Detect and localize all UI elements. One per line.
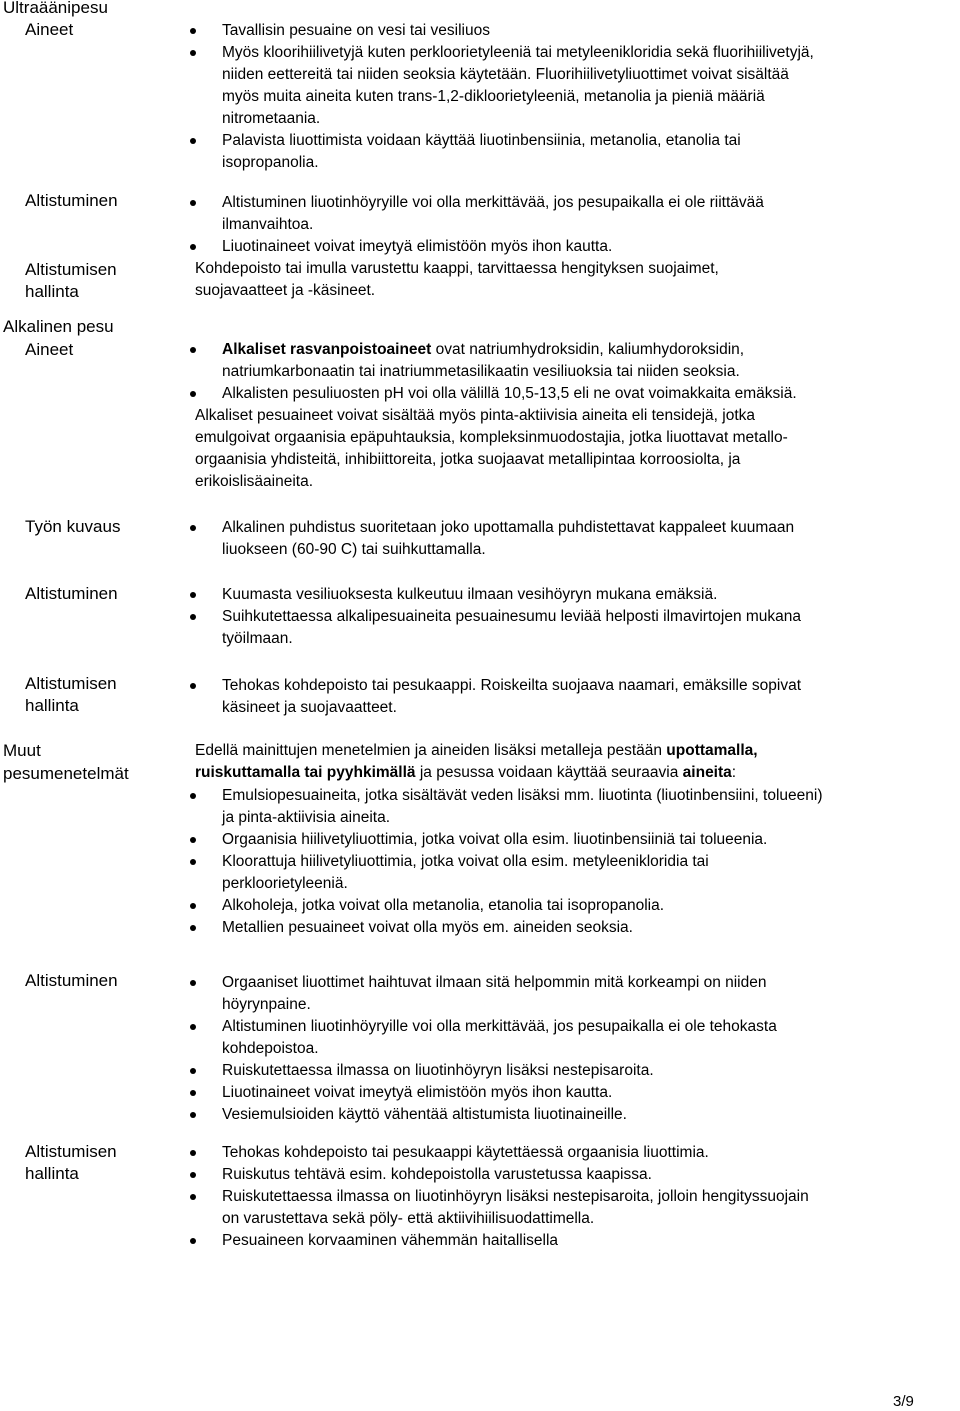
list-item: Emulsiopesuaineita, jotka sisältävät veden lisäksi mm. liuotinta (liuotinbensiini, tolueeni) ja pinta-aktiivisia aineita. (222, 785, 823, 829)
bullet-list (222, 785, 823, 939)
label-altistumisen: Altistumisen (25, 1142, 117, 1161)
list-item: Suihkutettaessa alkalipesuaineita pesuainesumu leviää helposti ilmavirtojen mukana työilmaan. (222, 606, 801, 650)
list-item: Alkoholeja, jotka voivat olla metanolia, etanolia tai isopropanolia. (222, 895, 823, 917)
list-item: Kloorattuja hiilivetyliuottimia, jotka voivat olla esim. metyleenikloridia tai perkloorietyleeniä. (222, 851, 823, 895)
list-item: Liuotinaineet voivat imeytyä elimistöön myös ihon kautta. (222, 1082, 777, 1104)
label-altistuminen: Altistuminen (25, 191, 118, 210)
label-altistuminen: Altistuminen (25, 584, 118, 603)
bullet-list (222, 1142, 809, 1252)
label-aineet: Aineet (25, 340, 74, 359)
list-item: Palavista liuottimista voidaan käyttää liuotinbensiinia, metanolia, etanolia tai isopropanolia. (222, 130, 814, 174)
list-item: Alkalisten pesuliuosten pH voi olla välillä 10,5-13,5 eli ne ovat voimakkaita emäksiä. (222, 383, 797, 405)
list-item: Alkaliset rasvanpoistoaineet ovat natriumhydroksidin, kaliumhydoroksidin, natriumkarbonaatin tai inatriummetasilikaatin vesiliuoksia tai niiden seoksia. (222, 339, 797, 383)
list-item: Ruiskutus tehtävä esim. kohdepoistolla varustetussa kaapissa. (222, 1164, 809, 1186)
page-number: 3/9 (893, 1393, 914, 1410)
label-altistuminen: Altistuminen (25, 971, 118, 990)
bullet-list (222, 517, 794, 561)
section-title-ultraaanipesu: Ultraäänipesu (3, 0, 108, 17)
list-item: Tehokas kohdepoisto tai pesukaappi käytettäessä orgaanisia liuottimia. (222, 1142, 809, 1164)
list-item: Orgaanisia hiilivetyliuottimia, jotka voivat olla esim. liuotinbensiiniä tai tolueenia. (222, 829, 823, 851)
list-item: Pesuaineen korvaaminen vähemmän haitallisella (222, 1230, 809, 1252)
bullet-list (222, 192, 764, 258)
list-item: Metallien pesuaineet voivat olla myös em. aineiden seoksia. (222, 917, 823, 939)
bullet-list (222, 584, 801, 650)
bullet-list (222, 972, 777, 1126)
section-title-muut: Muut (3, 741, 41, 760)
section-title-alkalinen-pesu: Alkalinen pesu (3, 317, 114, 336)
list-item: Tehokas kohdepoisto tai pesukaappi. Roiskeilta suojaava naamari, emäksille sopivat käsineet ja suojavaatteet. (222, 675, 801, 719)
paragraph: Edellä mainittujen menetelmien ja aineiden lisäksi metalleja pestään upottamalla, ruiskuttamalla tai pyyhkimällä ja pesussa voidaan käyttää seuraavia aineita: (195, 742, 758, 781)
list-item: Tavallisin pesuaine on vesi tai vesiliuos (222, 20, 814, 42)
list-item: Altistuminen liuotinhöyryille voi olla merkittävää, jos pesupaikalla ei ole tehokasta kohdepoistoa. (222, 1016, 777, 1060)
bullet-list (222, 20, 814, 174)
paragraph: Kohdepoisto tai imulla varustettu kaappi, tarvittaessa hengityksen suojaimet, suojavaatteet ja -käsineet. (195, 260, 719, 299)
list-item: Liuotinaineet voivat imeytyä elimistöön myös ihon kautta. (222, 236, 764, 258)
label-altistumisen: Altistumisen (25, 260, 117, 279)
label-hallinta: hallinta (25, 696, 79, 715)
list-item: Ruiskutettaessa ilmassa on liuotinhöyryn lisäksi nestepisaroita, jolloin hengityssuojain on varustettava sekä pöly- että aktiivihiilisuodattimella. (222, 1186, 809, 1230)
label-altistumisen: Altistumisen (25, 674, 117, 693)
label-hallinta: hallinta (25, 1164, 79, 1183)
label-tyon-kuvaus: Työn kuvaus (25, 517, 121, 536)
list-item: Altistuminen liuotinhöyryille voi olla merkittävää, jos pesupaikalla ei ole riittävää ilmanvaihtoa. (222, 192, 764, 236)
list-item: Ruiskutettaessa ilmassa on liuotinhöyryn lisäksi nestepisaroita. (222, 1060, 777, 1082)
list-item: Myös kloorihiilivetyjä kuten perkloorietyleeniä tai metyleenikloridia sekä fluorihiilivetyjä, niiden eettereitä tai niiden seoksia käytetään. Fluorihiilivetyliuottimet voivat sisältää myös muita aineita kuten trans-1,2-dikloorietyleeniä, metanolia ja pieniä määriä nitrometaania. (222, 42, 814, 130)
bullet-list (222, 675, 801, 719)
list-item: Kuumasta vesiliuoksesta kulkeutuu ilmaan vesihöyryn mukana emäksiä. (222, 584, 801, 606)
label-hallinta: hallinta (25, 282, 79, 301)
section-title-pesumenetelmat: pesumenetelmät (3, 764, 129, 783)
list-item: Alkalinen puhdistus suoritetaan joko upottamalla puhdistettavat kappaleet kuumaan liuokseen (60-90 C) tai suihkuttamalla. (222, 517, 794, 561)
bullet-list (222, 339, 797, 405)
label-aineet: Aineet (25, 20, 74, 39)
list-item: Orgaaniset liuottimet haihtuvat ilmaan sitä helpommin mitä korkeampi on niiden höyrynpaine. (222, 972, 777, 1016)
paragraph: Alkaliset pesuaineet voivat sisältää myös pinta-aktiivisia aineita eli tensidejä, jotka emulgoivat orgaanisia epäpuhtauksia, kompleksinmuodostajia, jotka liuottavat metallo- orgaanisia yhdisteitä, inhibiittoreita, jotka suojaavat metallipintaa korroosiolta, ja erikoislisäaineita. (195, 407, 788, 490)
list-item: Vesiemulsioiden käyttö vähentää altistumista liuotinaineille. (222, 1104, 777, 1126)
